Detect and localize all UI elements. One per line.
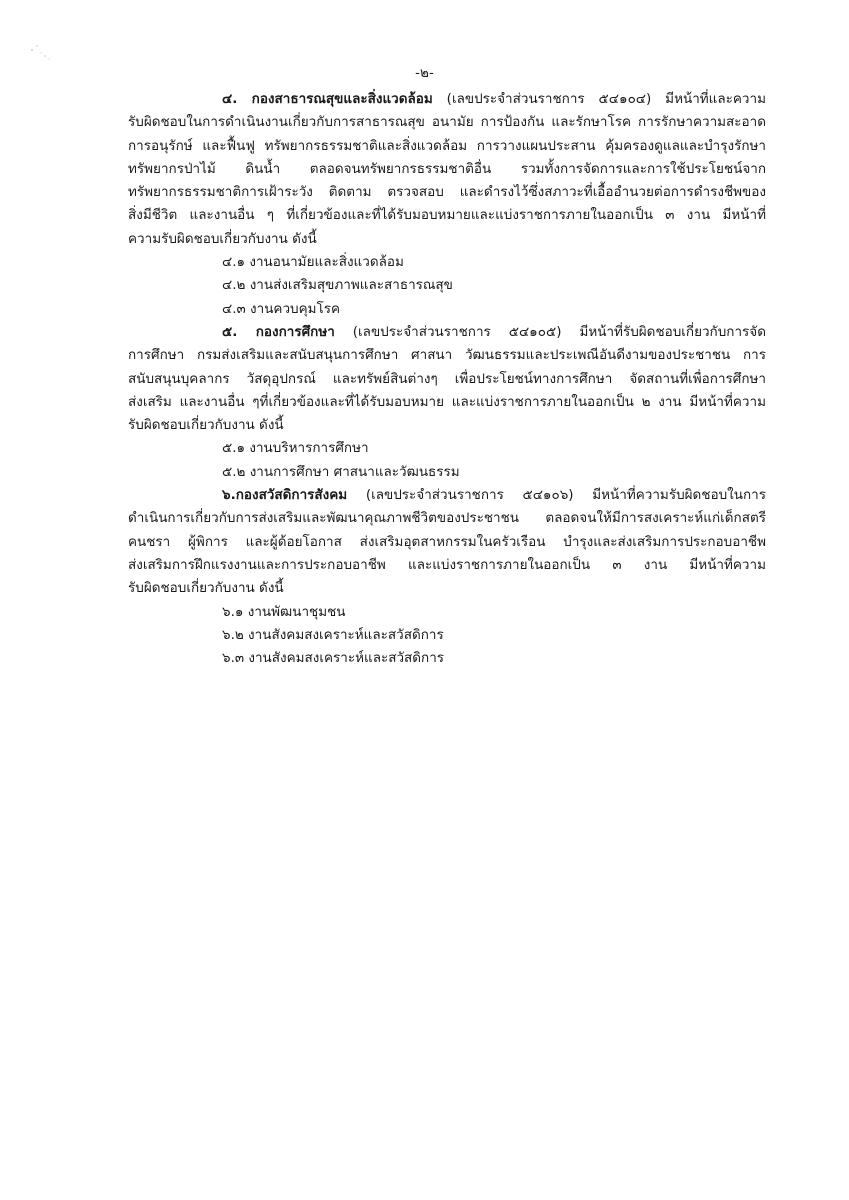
section-heading: ๕. กองการศึกษา xyxy=(222,323,335,340)
paragraph-line: ส่งเสริม และงานอื่น ๆที่เกี่ยวข้องและที่ได้รับมอบหมาย และแบ่งราชการภายในออกเป็น ๒ งาน มีหน้าที่ความ xyxy=(128,393,766,410)
paragraph-line: รับผิดชอบเกี่ยวกับงาน ดังนี้ xyxy=(128,580,284,597)
section-heading-continuation: (เลขประจำส่วนราชการ ๕๔๑๐๕) มีหน้าที่รับผิดชอบเกี่ยวกับการจัด xyxy=(334,323,766,340)
paragraph-line: ทรัพยากรป่าไม้ ดินน้ำ ตลอดจนทรัพยากรธรรมชาติอื่น รวมทั้งการจัดการและการใช้ประโยชน์จาก xyxy=(128,160,766,177)
paragraph-line: ความรับผิดชอบเกี่ยวกับงาน ดังนี้ xyxy=(128,230,317,247)
section-heading-continuation: (เลขประจำส่วนราชการ ๕๔๑๐๖) มีหน้าที่ความรับผิดชอบในการ xyxy=(347,487,766,504)
paragraph-line: ทรัพยากรธรรมชาติการเฝ้าระวัง ติดตาม ตรวจสอบ และดำรงไว้ซึ่งสภาวะที่เอื้ออำนวยต่อการดำรงชีพของ xyxy=(128,184,766,201)
page-number: -๒- xyxy=(415,65,434,81)
section-heading-continuation: (เลขประจำส่วนราชการ ๕๔๑๐๔) มีหน้าที่และความ xyxy=(432,91,766,107)
paragraph-line xyxy=(128,321,766,344)
paragraph-line xyxy=(128,484,766,507)
list-item: ๕.๒ งานการศึกษา ศาสนาและวัฒนธรรม xyxy=(222,463,460,480)
paragraph-line: สิ่งมีชีวิต และงานอื่น ๆ ที่เกี่ยวข้องและที่ได้รับมอบหมายและแบ่งราชการภายในออกเป็น ๓ งาน มีหน้าที่ xyxy=(128,207,766,224)
list-item: ๖.๒ งานสังคมสงเคราะห์และสวัสดิการ xyxy=(222,626,444,643)
paragraph-line: ดำเนินการเกี่ยวกับการส่งเสริมและพัฒนาคุณภาพชีวิตของประชาชน ตลอดจนให้มีการสงเคราะห์แก่เด็กสตรี xyxy=(128,510,766,527)
paragraph-line: คนชรา ผู้พิการ และผู้ด้อยโอกาส ส่งเสริมอุตสาหกรรมในครัวเรือน บำรุงและส่งเสริมการประกอบอาชีพ xyxy=(128,533,766,550)
section-social-welfare xyxy=(128,484,766,670)
section-public-health xyxy=(128,88,766,321)
section-heading: ๖.กองสวัสดิการสังคม xyxy=(222,487,348,504)
list-item: ๔.๓ งานควบคุมโรค xyxy=(222,300,341,317)
list-item: ๔.๑ งานอนามัยและสิ่งแวดล้อม xyxy=(222,254,404,271)
section-education xyxy=(128,321,766,484)
paragraph-line: สนับสนุนบุคลากร วัสดุอุปกรณ์ และทรัพย์สินต่างๆ เพื่อประโยชน์ทางการศึกษา จัดสถานที่เพื่อการศึกษา xyxy=(128,370,766,387)
paragraph-line: การอนุรักษ์ และฟื้นฟู ทรัพยากรธรรมชาติและสิ่งแวดล้อม การวางแผนประสาน คุ้มครองดูแลและบำรุงรักษา xyxy=(128,137,766,154)
paragraph-line: การศึกษา กรมส่งเสริมและสนับสนุนการศึกษา ศาสนา วัฒนธรรมและประเพณีอันดีงามของประชาชน การ xyxy=(128,347,766,364)
paragraph-line xyxy=(128,88,766,111)
paragraph-line: รับผิดชอบเกี่ยวกับงาน ดังนี้ xyxy=(128,417,284,434)
document-body xyxy=(128,88,766,670)
list-item: ๕.๑ งานบริหารการศึกษา xyxy=(222,440,369,457)
list-item: ๖.๓ งานสังคมสงเคราะห์และสวัสดิการ xyxy=(222,650,445,667)
list-item: ๔.๒ งานส่งเสริมสุขภาพและสาธารณสุข xyxy=(222,277,453,294)
paragraph-line: รับผิดชอบในการดำเนินงานเกี่ยวกับการสาธารณสุข อนามัย การป้องกัน และรักษาโรค การรักษาความสะอาด xyxy=(128,114,766,131)
paragraph-line: ส่งเสริมการฝึกแรงงานและการประกอบอาชีพ และแบ่งราชการภายในออกเป็น ๓ งาน มีหน้าที่ความ xyxy=(128,556,766,573)
list-item: ๖.๑ งานพัฒนาชุมชน xyxy=(222,603,346,620)
section-heading: ๔. กองสาธารณสุขและสิ่งแวดล้อม xyxy=(222,91,433,107)
